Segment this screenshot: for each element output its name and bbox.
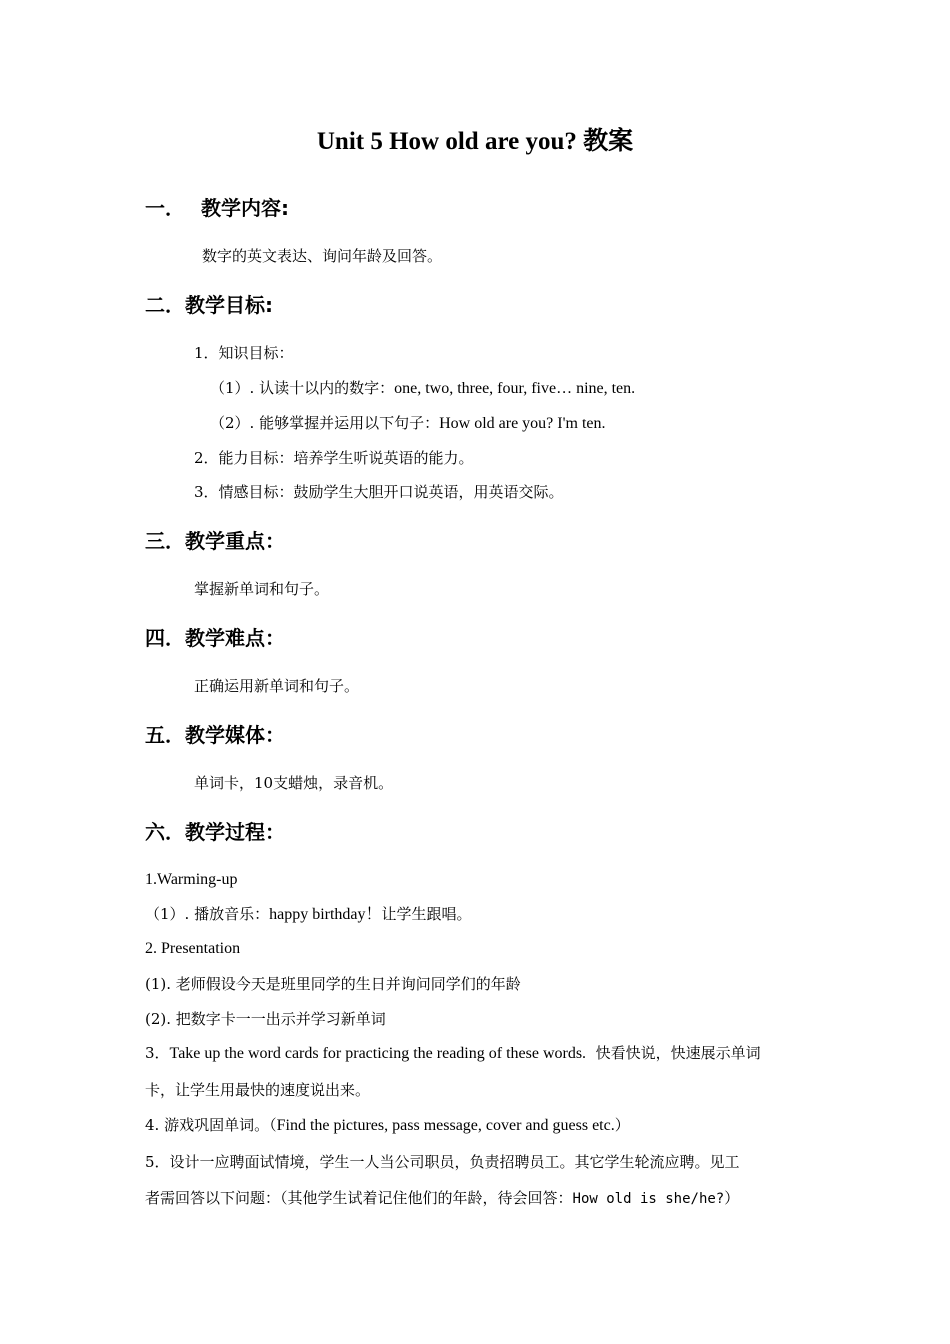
interview-end: ） [724,1189,740,1207]
music-prefix: （1）. 播放音乐： [145,905,270,923]
process-step-games [145,1114,630,1137]
games-prefix: 4. 游戏巩固单词。（ [145,1116,277,1134]
document-title: Unit 5 How old are you? 教案 [316,128,634,155]
music-suffix: 让学生跟唱。 [381,905,472,923]
process-step-interview-cont [145,1187,739,1210]
section-3-content: 掌握新单词和句子。 [194,580,330,598]
objective-ability: 2．能力目标：培养学生听说英语的能力。 [194,449,474,467]
section-1-heading: 教学内容: [201,196,289,220]
section-1-number: 一． [145,196,185,220]
word-cards-en: Take up the word cards for practicing the reading of these words. [169,1045,587,1062]
sub-1-prefix: （1）. 认读十以内的数字： [210,379,395,397]
process-step-birthday: (1). 老师假设今天是班里同学的生日并询问同学们的年龄 [145,975,521,993]
sub-2-prefix: （2）. 能够掌握并运用以下句子： [210,414,440,432]
process-step-word-cards-cont: 卡，让学生用最快的速度说出来。 [145,1081,371,1099]
section-4-heading: 四．教学难点： [145,626,285,650]
process-step-interview: 5．设计一应聘面试情境，学生一人当公司职员，负责招聘员工。其它学生轮流应聘。见工 [145,1153,740,1171]
process-step-number-cards: (2). 把数字卡一一出示并学习新单词 [145,1010,386,1028]
objective-emotion: 3．情感目标：鼓励学生大胆开口说英语，用英语交际。 [194,483,564,501]
process-step-presentation: 2. Presentation [145,940,241,957]
word-cards-cn: 快看快说，快速展示单词 [595,1044,761,1062]
interview-cn: 者需回答以下问题：（其他学生试着记住他们的年龄，待会回答： [145,1189,573,1207]
section-2-heading: 二．教学目标: [145,293,273,317]
sub-1-numbers: one, two, three, four, five… nine, ten. [394,380,636,397]
interview-question: How old is she/he? [572,1191,725,1207]
process-step-word-cards [145,1042,761,1065]
word-cards-prefix: 3． [145,1044,170,1062]
music-song: happy birthday！ [269,906,382,923]
section-4-content: 正确运用新单词和句子。 [194,677,360,695]
objective-knowledge-sub-2 [210,412,605,435]
section-6-heading: 六．教学过程： [145,820,285,844]
sub-2-sentence: How old are you? I'm ten. [439,415,606,432]
section-3-heading: 三．教学重点： [145,529,285,553]
objective-knowledge-sub-1 [210,377,635,400]
objective-knowledge: 1．知识目标： [194,344,294,362]
process-step-warming-up: 1.Warming-up [145,871,238,888]
section-5-heading: 五．教学媒体： [145,723,285,747]
games-en: Find the pictures, pass message, cover and guess etc. [276,1117,615,1134]
process-step-music [145,903,472,926]
section-1-content: 数字的英文表达、询问年龄及回答。 [202,247,443,265]
games-suffix: ） [614,1116,630,1134]
section-5-content: 单词卡，10支蜡烛，录音机。 [194,774,394,792]
